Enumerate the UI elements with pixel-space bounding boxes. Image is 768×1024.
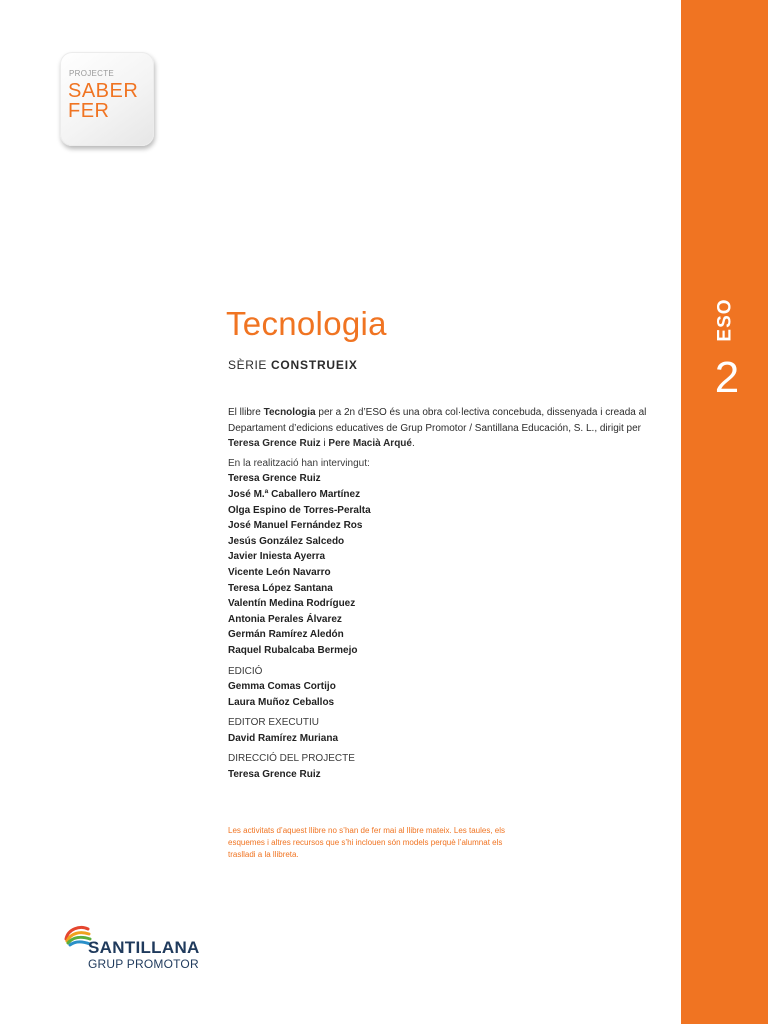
intro-text-2: per a 2n d’ESO és una obra col·lectiva concebuda, dissenyada i creada al Departament d’edicions educatives de Grup Promotor / Santillana Educación, S. L., dirigit per	[228, 407, 647, 434]
side-band	[681, 0, 768, 1024]
contributors-list	[228, 471, 648, 658]
executive-editor-label: EDITOR EXECUTIU	[228, 717, 319, 729]
contributor-name: Valentín Medina Rodríguez	[228, 598, 356, 610]
contributor-name: Javier Iniesta Ayerra	[228, 551, 326, 563]
contributor-name: Antonia Perales Álvarez	[228, 613, 342, 625]
side-level: 2	[714, 353, 740, 402]
contributor-name: Jesús González Salcedo	[228, 535, 345, 547]
contributor-name: Germán Ramírez Aledón	[228, 629, 344, 641]
intro-director-1: Teresa Grence Ruiz	[228, 438, 321, 450]
credits-block	[228, 405, 648, 783]
contributor-name: Vicente León Navarro	[228, 566, 331, 578]
logo-line-2: FER	[68, 100, 110, 122]
publisher-subname: GRUP PROMOTOR	[88, 957, 199, 971]
edition-label: EDICIÓ	[228, 665, 263, 677]
side-stage	[713, 300, 739, 340]
logo-line-1: SABER	[68, 80, 139, 102]
series-name: CONSTRUEIX	[270, 358, 358, 372]
publisher-name: SANTILLANA	[88, 938, 200, 957]
publisher-logo	[64, 925, 224, 975]
edition-name: Gemma Comas Cortijo	[228, 681, 336, 693]
project-logo	[60, 52, 154, 146]
intro-text-3: i	[320, 438, 329, 450]
contributor-name: José M.ª Caballero Martínez	[228, 488, 361, 500]
intro-director-2: Pere Macià Arqué	[328, 438, 412, 450]
contributor-name: Olga Espino de Torres-Peralta	[228, 504, 371, 516]
executive-editor-name: David Ramírez Muriana	[228, 732, 339, 744]
contributors-label: En la realització han intervingut:	[228, 457, 370, 469]
contributor-name: José Manuel Fernández Ros	[228, 520, 363, 532]
intro-paragraph	[228, 405, 648, 452]
intro-text-1: El llibre	[228, 407, 264, 418]
contributor-name: Teresa Grence Ruiz	[228, 473, 321, 485]
usage-note: Les activitats d’aquest llibre no s’han de fer mai al llibre mateix. Les taules, els esquemes i altres recursos que s’hi inclouen són models perquè l’alumnat els traslladi a la llibreta.	[228, 826, 506, 859]
intro-book: Tecnologia	[263, 407, 316, 418]
series-prefix: SÈRIE	[228, 358, 268, 372]
side-stage-label: ESO	[715, 298, 736, 342]
logo-small-text: PROJECTE	[69, 69, 115, 78]
intro-text-4: .	[411, 438, 415, 450]
book-title: Tecnologia	[226, 305, 387, 342]
edition-name: Laura Muñoz Ceballos	[228, 696, 335, 708]
contributor-name: Raquel Rubalcaba Bermejo	[228, 644, 358, 656]
contributor-name: Teresa López Santana	[228, 582, 333, 594]
project-direction-label: DIRECCIÓ DEL PROJECTE	[228, 753, 355, 765]
series-line	[228, 358, 358, 372]
project-direction-name: Teresa Grence Ruiz	[228, 769, 321, 781]
